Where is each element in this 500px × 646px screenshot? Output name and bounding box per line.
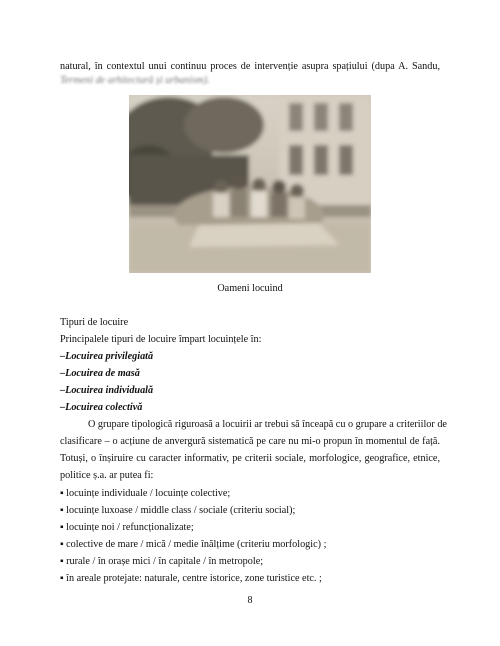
- type-item: –Locuirea privilegiată: [60, 351, 154, 362]
- type-item: –Locuirea colectivă: [60, 402, 143, 413]
- bullet-item: ▪ locuințe noi / refuncționalizate;: [60, 522, 194, 533]
- bullet-item: ▪ locuințe luxoase / middle class / sociale (criteriu social);: [60, 505, 296, 516]
- section-intro: Principalele tipuri de locuire împart locuințele în:: [60, 334, 262, 345]
- intro-line-2: Termeni de arhitectură și urbanism).: [60, 75, 210, 86]
- paragraph-line-1: O grupare tipologică riguroasă a locuirii ar trebui să înceapă cu o grupare a criteriilor de: [88, 419, 447, 430]
- bullet-item: ▪ rurale / în orașe mici / în capitale / în metropole;: [60, 556, 264, 567]
- bullet-item: ▪ locuințe individuale / locuințe colective;: [60, 488, 231, 499]
- photo-caption: Oameni locuind: [217, 283, 283, 294]
- intro-line-1: natural, în contextul unui continuu proces de intervenție asupra spațiului (dupa A. Sandu,: [60, 61, 440, 72]
- photo-people-living: [129, 95, 371, 273]
- photo-image: [129, 95, 371, 273]
- bullet-item: ▪ colective de mare / mică / medie înălțime (criteriu morfologic) ;: [60, 539, 327, 550]
- section-title: Tipuri de locuire: [60, 317, 129, 328]
- paragraph-line-4: politice ș.a. ar putea fi:: [60, 470, 154, 481]
- type-item: –Locuirea de masă: [60, 368, 140, 379]
- bullet-item: ▪ în areale protejate: naturale, centre istorice, zone turistice etc. ;: [60, 573, 322, 584]
- type-item: –Locuirea individuală: [60, 385, 154, 396]
- paragraph-line-2: clasificare – o acțiune de anvergură sistematică pe care nu mi-o propun în momentul de față.: [60, 436, 440, 447]
- page-number: 8: [247, 595, 253, 606]
- paragraph-line-3: Totuși, o înșiruire cu caracter informativ, pe criterii sociale, morfologice, geografice, etnice,: [60, 453, 440, 464]
